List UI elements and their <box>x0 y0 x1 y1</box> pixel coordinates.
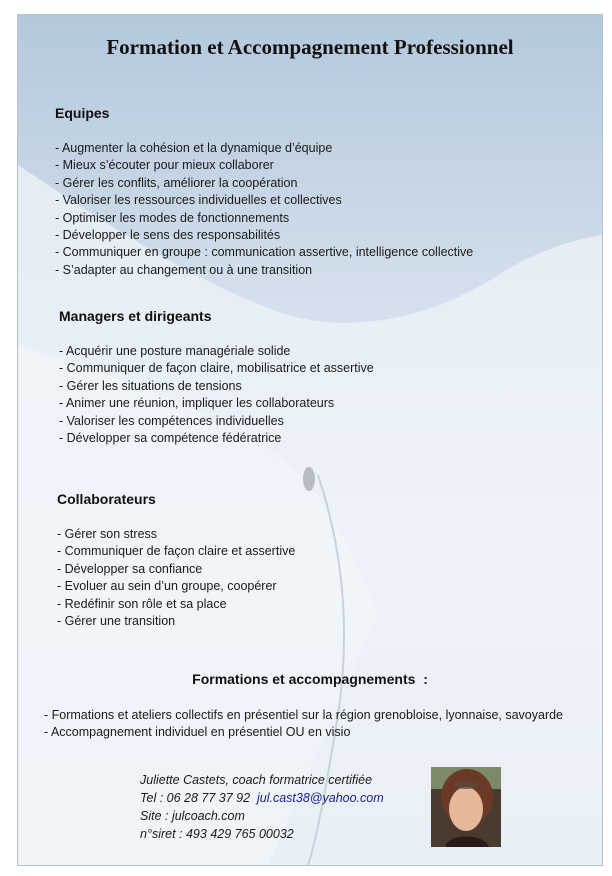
list-item: - Gérer une transition <box>57 614 176 629</box>
list-item: - S’adapter au changement ou à une transition <box>55 262 313 277</box>
section-list-equipes <box>55 140 473 279</box>
list-item: - Communiquer de façon claire, mobilisatrice et assertive <box>59 361 374 376</box>
portrait-photo <box>431 767 501 847</box>
section-heading-equipes: Equipes <box>55 105 110 121</box>
list-item: - Optimiser les modes de fonctionnements <box>55 210 290 225</box>
avatar <box>431 767 501 847</box>
page-title: Formation et Accompagnement Professionnel <box>106 35 514 59</box>
list-item: - Gérer les situations de tensions <box>59 378 242 393</box>
list-item: - Acquérir une posture managériale solide <box>59 344 291 358</box>
section-heading-collaborateurs: Collaborateurs <box>57 491 156 507</box>
list-item: - Développer sa compétence fédératrice <box>59 431 282 446</box>
contact-site: Site : julcoach.com <box>140 809 245 823</box>
list-item: - Gérer les conflits, améliorer la coopération <box>55 175 298 190</box>
list-item: - Evoluer au sein d’un groupe, coopérer <box>57 579 277 594</box>
list-item: - Développer le sens des responsabilités <box>55 228 281 243</box>
contact-siret: n°siret : 493 429 765 00032 <box>140 827 294 841</box>
contact-name: Juliette Castets, coach formatrice certifiée <box>140 773 373 787</box>
list-item: - Gérer son stress <box>57 527 158 541</box>
formats-list <box>44 707 563 742</box>
list-item: - Mieux s’écouter pour mieux collaborer <box>55 158 274 173</box>
list-item: - Communiquer de façon claire et assertive <box>57 544 296 559</box>
formats-heading: Formations et accompagnements : <box>192 671 428 687</box>
list-item: - Formations et ateliers collectifs en présentiel sur la région grenobloise, lyonnaise, savoyarde <box>44 708 564 722</box>
section-heading-managers: Managers et dirigeants <box>59 308 212 324</box>
section-list-collaborateurs <box>57 526 295 630</box>
section-list-managers <box>59 343 374 447</box>
list-item: - Redéfinir son rôle et sa place <box>57 596 227 611</box>
list-item: - Animer une réunion, impliquer les collaborateurs <box>59 396 335 411</box>
contact-email-link[interactable]: jul.cast38@yahoo.com <box>257 791 384 805</box>
list-item: - Communiquer en groupe : communication assertive, intelligence collective <box>55 245 474 260</box>
list-item: - Augmenter la cohésion et la dynamique d’équipe <box>55 141 333 155</box>
list-item: - Valoriser les ressources individuelles et collectives <box>55 193 342 208</box>
flyer-page <box>17 14 603 866</box>
contact-phone: Tel : 06 28 77 37 92 <box>140 791 251 805</box>
contact-block <box>140 771 384 843</box>
list-item: - Valoriser les compétences individuelles <box>59 413 284 428</box>
list-item: - Développer sa confiance <box>57 561 203 576</box>
contact-phone-line <box>140 789 384 807</box>
list-item: - Accompagnement individuel en présentiel OU en visio <box>44 725 351 740</box>
